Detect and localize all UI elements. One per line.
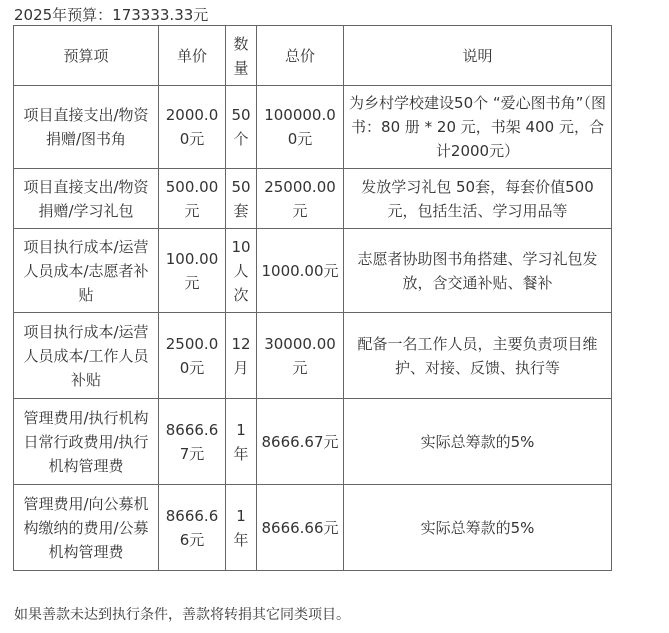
- cell-unit-price: 8666.66元: [159, 485, 226, 571]
- cell-quantity: 10人次: [226, 229, 257, 313]
- table-row: [14, 86, 612, 169]
- table-row: [14, 313, 612, 399]
- cell-item: 管理费用/向公募机构缴纳的费用/公募机构管理费: [14, 485, 159, 571]
- cell-item: 项目直接支出/物资捐赠/学习礼包: [14, 169, 159, 229]
- cell-quantity: 12月: [226, 313, 257, 399]
- table-row: [14, 399, 612, 485]
- header-unit-price: 单价: [159, 26, 226, 86]
- cell-total: 30000.00元: [257, 313, 344, 399]
- cell-quantity: 1年: [226, 485, 257, 571]
- cell-total: 1000.00元: [257, 229, 344, 313]
- cell-item: 项目直接支出/物资捐赠/图书角: [14, 86, 159, 169]
- cell-total: 100000.00元: [257, 86, 344, 169]
- cell-quantity: 50套: [226, 169, 257, 229]
- cell-item: 管理费用/执行机构日常行政费用/执行机构管理费: [14, 399, 159, 485]
- cell-unit-price: 2000.00元: [159, 86, 226, 169]
- header-item: 预算项: [14, 26, 159, 86]
- table-row: [14, 169, 612, 229]
- cell-unit-price: 500.00元: [159, 169, 226, 229]
- cell-unit-price: 2500.00元: [159, 313, 226, 399]
- cell-item: 项目执行成本/运营人员成本/志愿者补贴: [14, 229, 159, 313]
- header-total: 总价: [257, 26, 344, 86]
- cell-note: 发放学习礼包 50套，每套价值500元，包括生活、学习用品等: [344, 169, 612, 229]
- cell-unit-price: 8666.67元: [159, 399, 226, 485]
- cell-note: 实际总筹款的5%: [344, 485, 612, 571]
- header-note: 说明: [344, 26, 612, 86]
- cell-note: 配备一名工作人员，主要负责项目维护、对接、反馈、执行等: [344, 313, 612, 399]
- cell-item: 项目执行成本/运营人员成本/工作人员补贴: [14, 313, 159, 399]
- table-row: [14, 229, 612, 313]
- footnote: 如果善款未达到执行条件，善款将转捐其它同类项目。: [14, 607, 350, 623]
- cell-total: 8666.66元: [257, 485, 344, 571]
- cell-note: 志愿者协助图书角搭建、学习礼包发放，含交通补贴、餐补: [344, 229, 612, 313]
- table-header-row: [14, 26, 612, 86]
- budget-total-title: 2025年预算：173333.33元: [14, 6, 209, 24]
- header-quantity: 数量: [226, 26, 257, 86]
- cell-note: 实际总筹款的5%: [344, 399, 612, 485]
- cell-quantity: 1年: [226, 399, 257, 485]
- budget-table: [13, 25, 612, 571]
- cell-unit-price: 100.00元: [159, 229, 226, 313]
- table-row: [14, 485, 612, 571]
- cell-quantity: 50个: [226, 86, 257, 169]
- cell-total: 25000.00元: [257, 169, 344, 229]
- cell-total: 8666.67元: [257, 399, 344, 485]
- cell-note: 为乡村学校建设50个 “爱心图书角”（图书：80 册 * 20 元，书架 400 元，合计2000元）: [344, 86, 612, 169]
